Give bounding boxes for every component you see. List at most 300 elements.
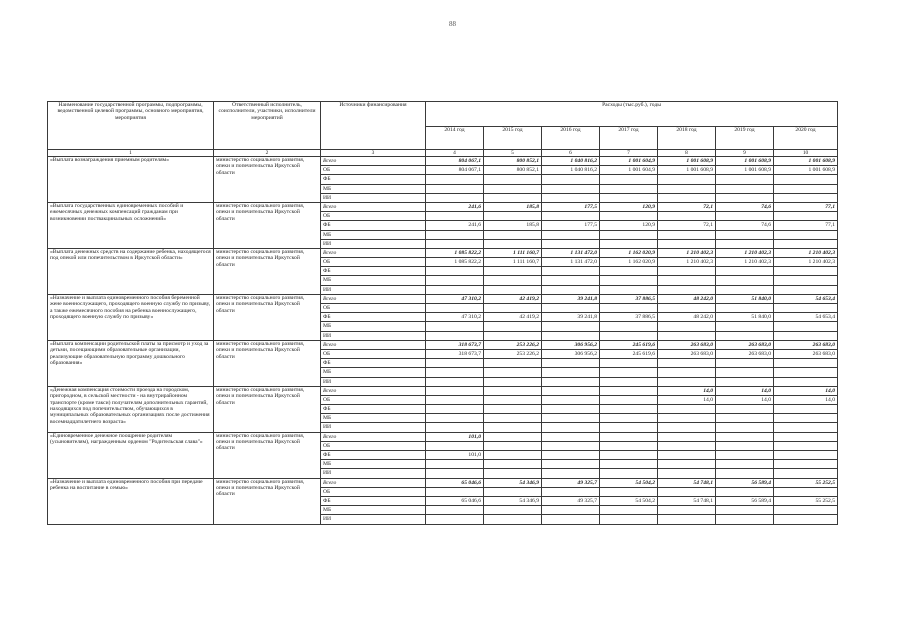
amount-cell <box>716 423 774 432</box>
amount-cell <box>716 460 774 469</box>
amount-cell <box>600 285 658 294</box>
amount-cell <box>600 304 658 313</box>
amount-cell <box>426 276 484 285</box>
amount-cell: 47 310,2 <box>426 313 484 322</box>
amount-cell <box>426 193 484 202</box>
amount-cell: 42 419,2 <box>484 294 542 303</box>
amount-cell: 54 653,4 <box>774 313 838 322</box>
amount-cell: 56 589,4 <box>716 496 774 505</box>
amount-cell: 253 226,2 <box>484 340 542 349</box>
amount-cell <box>658 276 716 285</box>
amount-cell <box>716 276 774 285</box>
amount-cell <box>716 451 774 460</box>
amount-cell <box>484 212 542 221</box>
funding-source-cell: Всего <box>321 294 426 303</box>
amount-cell <box>600 386 658 395</box>
amount-cell <box>600 506 658 515</box>
amount-cell: 1 040 816,2 <box>542 157 600 166</box>
amount-cell: 1 001 608,9 <box>774 166 838 175</box>
amount-cell <box>600 359 658 368</box>
amount-cell <box>600 460 658 469</box>
amount-cell <box>484 414 542 423</box>
measure-name-cell: «Назначение и выплата единовременного пособия беременной жене военнослужащего, проходящего военную службу по призыву, а также ежемесячного пособия на ребенка военнослужащего, проходящего военную службу по призыву» <box>48 294 214 340</box>
header-year: 2014 год <box>426 127 484 150</box>
amount-cell <box>774 212 838 221</box>
amount-cell <box>774 506 838 515</box>
amount-cell: 1 210 402,3 <box>716 248 774 257</box>
funding-source-cell: ИИ <box>321 239 426 248</box>
amount-cell <box>542 405 600 414</box>
amount-cell <box>658 184 716 193</box>
amount-cell <box>716 193 774 202</box>
table-row <box>48 202 838 211</box>
amount-cell <box>542 451 600 460</box>
amount-cell: 55 252,5 <box>774 478 838 487</box>
amount-cell <box>658 239 716 248</box>
amount-cell <box>716 184 774 193</box>
funding-source-cell: ИИ <box>321 285 426 294</box>
measure-name-cell: «Единовременное денежное поощрение родителям (усыновителям), награжденным орденом "Родительская слава"» <box>48 432 214 478</box>
amount-cell <box>658 506 716 515</box>
amount-cell <box>774 239 838 248</box>
amount-cell <box>716 432 774 441</box>
amount-cell <box>600 368 658 377</box>
amount-cell <box>484 386 542 395</box>
amount-cell: 54 504,2 <box>600 478 658 487</box>
amount-cell <box>774 285 838 294</box>
funding-source-cell: ФБ <box>321 313 426 322</box>
header-year: 2015 год <box>484 127 542 150</box>
amount-cell <box>484 469 542 478</box>
amount-cell <box>658 423 716 432</box>
measure-name-cell: «Выплата вознаграждения приемным родителям» <box>48 157 214 203</box>
amount-cell <box>484 423 542 432</box>
column-number: 7 <box>600 150 658 157</box>
amount-cell <box>542 276 600 285</box>
amount-cell: 120,9 <box>600 202 658 211</box>
amount-cell <box>716 441 774 450</box>
amount-cell <box>426 322 484 331</box>
amount-cell: 1 210 402,3 <box>658 258 716 267</box>
amount-cell <box>774 267 838 276</box>
funding-source-cell: ОБ <box>321 304 426 313</box>
amount-cell: 177,5 <box>542 221 600 230</box>
funding-source-cell: Всего <box>321 340 426 349</box>
table-row <box>48 432 838 441</box>
amount-cell <box>774 276 838 285</box>
amount-cell <box>542 175 600 184</box>
amount-cell <box>484 322 542 331</box>
amount-cell <box>774 405 838 414</box>
funding-source-cell: МБ <box>321 322 426 331</box>
executor-cell: министерство социального развития, опеки и попечительства Иркутской области <box>214 386 321 432</box>
amount-cell <box>600 212 658 221</box>
amount-cell: 72,1 <box>658 202 716 211</box>
amount-cell <box>484 405 542 414</box>
amount-cell: 77,1 <box>774 202 838 211</box>
amount-cell <box>426 515 484 524</box>
table-row <box>48 294 838 303</box>
amount-cell <box>658 432 716 441</box>
amount-cell: 74,6 <box>716 202 774 211</box>
amount-cell: 318 673,7 <box>426 340 484 349</box>
amount-cell <box>658 487 716 496</box>
amount-cell <box>774 414 838 423</box>
table-row <box>48 386 838 395</box>
amount-cell <box>426 460 484 469</box>
amount-cell <box>426 212 484 221</box>
amount-cell <box>484 285 542 294</box>
amount-cell: 54 748,1 <box>658 496 716 505</box>
amount-cell <box>542 304 600 313</box>
funding-source-cell: ОБ <box>321 349 426 358</box>
amount-cell <box>774 423 838 432</box>
amount-cell: 245 619,6 <box>600 340 658 349</box>
executor-cell: министерство социального развития, опеки и попечительства Иркутской области <box>214 340 321 386</box>
amount-cell: 51 840,0 <box>716 313 774 322</box>
amount-cell: 72,1 <box>658 221 716 230</box>
amount-cell <box>600 267 658 276</box>
amount-cell <box>426 395 484 404</box>
amount-cell: 306 956,2 <box>542 340 600 349</box>
amount-cell: 39 241,8 <box>542 313 600 322</box>
funding-source-cell: ФБ <box>321 267 426 276</box>
amount-cell <box>484 331 542 340</box>
amount-cell <box>774 460 838 469</box>
amount-cell <box>658 193 716 202</box>
funding-source-cell: МБ <box>321 506 426 515</box>
amount-cell: 1 131 472,0 <box>542 258 600 267</box>
amount-cell: 1 162 020,9 <box>600 258 658 267</box>
amount-cell: 55 252,5 <box>774 496 838 505</box>
amount-cell <box>600 414 658 423</box>
amount-cell <box>600 276 658 285</box>
header-name: Наименование государственной программы, подпрограммы, ведомственной целевой программы, основного мероприятия, мероприятия <box>48 102 214 150</box>
amount-cell <box>658 359 716 368</box>
header-executor: Ответственный исполнитель, соисполнители, участники, исполнители мероприятий <box>214 102 321 150</box>
amount-cell <box>716 212 774 221</box>
amount-cell: 245 619,6 <box>600 349 658 358</box>
funding-source-cell: ИИ <box>321 193 426 202</box>
column-number: 4 <box>426 150 484 157</box>
header-expenses: Расходы (тыс.руб.), годы <box>426 102 838 127</box>
amount-cell <box>774 368 838 377</box>
amount-cell <box>426 285 484 294</box>
funding-source-cell: Всего <box>321 202 426 211</box>
amount-cell <box>542 331 600 340</box>
amount-cell: 48 242,0 <box>658 294 716 303</box>
amount-cell: 74,6 <box>716 221 774 230</box>
amount-cell <box>600 487 658 496</box>
amount-cell: 185,8 <box>484 221 542 230</box>
amount-cell: 263 683,0 <box>658 340 716 349</box>
amount-cell: 1 001 608,9 <box>716 157 774 166</box>
amount-cell <box>542 386 600 395</box>
amount-cell: 1 131 472,0 <box>542 248 600 257</box>
measure-name-cell: «Выплата государственных единовременных пособий и ежемесячных денежных компенсаций гражданам при возникновении поствакцинальных осложнений» <box>48 202 214 248</box>
amount-cell <box>600 515 658 524</box>
amount-cell: 54 346,9 <box>484 496 542 505</box>
amount-cell <box>716 515 774 524</box>
amount-cell: 1 210 402,3 <box>716 258 774 267</box>
amount-cell <box>716 414 774 423</box>
amount-cell <box>542 239 600 248</box>
funding-source-cell: МБ <box>321 230 426 239</box>
amount-cell <box>716 469 774 478</box>
amount-cell <box>774 304 838 313</box>
funding-source-cell: ФБ <box>321 405 426 414</box>
amount-cell <box>600 331 658 340</box>
amount-cell <box>484 193 542 202</box>
amount-cell <box>600 175 658 184</box>
amount-cell <box>774 175 838 184</box>
amount-cell: 318 673,7 <box>426 349 484 358</box>
amount-cell <box>716 322 774 331</box>
amount-cell: 49 325,7 <box>542 478 600 487</box>
table-body <box>48 157 838 525</box>
amount-cell: 37 886,5 <box>600 294 658 303</box>
executor-cell: министерство социального развития, опеки и попечительства Иркутской области <box>214 248 321 294</box>
amount-cell <box>542 515 600 524</box>
amount-cell <box>484 267 542 276</box>
amount-cell: 1 085 822,2 <box>426 258 484 267</box>
measure-name-cell: «Выплата денежных средств на содержание ребенка, находящегося под опекой или попечительством в Иркутской области» <box>48 248 214 294</box>
amount-cell <box>484 506 542 515</box>
amount-cell <box>542 377 600 386</box>
amount-cell <box>542 487 600 496</box>
amount-cell: 241,6 <box>426 202 484 211</box>
funding-source-cell: ОБ <box>321 212 426 221</box>
funding-source-cell: ИИ <box>321 515 426 524</box>
amount-cell: 56 589,4 <box>716 478 774 487</box>
funding-source-cell: ФБ <box>321 221 426 230</box>
amount-cell <box>542 441 600 450</box>
amount-cell <box>658 230 716 239</box>
amount-cell <box>658 414 716 423</box>
amount-cell <box>600 395 658 404</box>
amount-cell <box>484 432 542 441</box>
amount-cell: 48 242,0 <box>658 313 716 322</box>
amount-cell <box>542 212 600 221</box>
funding-source-cell: ОБ <box>321 441 426 450</box>
amount-cell: 65 046,6 <box>426 496 484 505</box>
amount-cell <box>716 359 774 368</box>
amount-cell: 42 419,2 <box>484 313 542 322</box>
amount-cell <box>426 377 484 386</box>
column-number: 1 <box>48 150 214 157</box>
amount-cell <box>426 359 484 368</box>
amount-cell: 14,0 <box>774 386 838 395</box>
amount-cell <box>658 267 716 276</box>
amount-cell: 263 683,0 <box>716 340 774 349</box>
table-row <box>48 248 838 257</box>
funding-source-cell: МБ <box>321 460 426 469</box>
header-source: Источники финансирования <box>321 102 426 150</box>
amount-cell <box>484 368 542 377</box>
funding-source-cell: Всего <box>321 248 426 257</box>
amount-cell <box>542 267 600 276</box>
amount-cell <box>542 395 600 404</box>
amount-cell: 65 046,6 <box>426 478 484 487</box>
amount-cell: 51 840,0 <box>716 294 774 303</box>
amount-cell <box>542 368 600 377</box>
executor-cell: министерство социального развития, опеки и попечительства Иркутской области <box>214 202 321 248</box>
amount-cell: 804 067,1 <box>426 166 484 175</box>
amount-cell <box>542 359 600 368</box>
amount-cell <box>542 414 600 423</box>
header-year: 2019 год <box>716 127 774 150</box>
amount-cell <box>484 441 542 450</box>
column-number: 9 <box>716 150 774 157</box>
amount-cell <box>658 175 716 184</box>
amount-cell <box>716 304 774 313</box>
amount-cell: 14,0 <box>716 395 774 404</box>
funding-source-cell: МБ <box>321 276 426 285</box>
amount-cell <box>658 405 716 414</box>
amount-cell <box>600 193 658 202</box>
amount-cell <box>716 405 774 414</box>
amount-cell: 120,9 <box>600 221 658 230</box>
amount-cell <box>542 285 600 294</box>
amount-cell: 47 310,2 <box>426 294 484 303</box>
amount-cell <box>716 377 774 386</box>
amount-cell <box>600 322 658 331</box>
amount-cell <box>716 239 774 248</box>
amount-cell <box>426 487 484 496</box>
amount-cell <box>542 423 600 432</box>
executor-cell: министерство социального развития, опеки и попечительства Иркутской области <box>214 432 321 478</box>
amount-cell: 1 162 020,9 <box>600 248 658 257</box>
amount-cell: 101,0 <box>426 451 484 460</box>
amount-cell <box>774 377 838 386</box>
amount-cell <box>542 432 600 441</box>
measure-name-cell: «Выплата компенсации родительской платы за присмотр и уход за детьми, посещающими образовательные организации, реализующие образовательную программу дошкольного образования» <box>48 340 214 386</box>
amount-cell: 54 653,4 <box>774 294 838 303</box>
column-number: 8 <box>658 150 716 157</box>
funding-source-cell: ФБ <box>321 359 426 368</box>
amount-cell <box>716 506 774 515</box>
measure-name-cell: «Денежная компенсация стоимости проезда на городском, пригородном, в сельской местности - на внутрирайонном транспорте (кроме такси) получателям дополнительных гарантий, находящихся под попечительством, обучающихся в муниципальных образовательных организациях после достижения восемнадцатилетнего возраста» <box>48 386 214 432</box>
amount-cell <box>484 460 542 469</box>
amount-cell: 1 111 160,7 <box>484 258 542 267</box>
amount-cell: 306 956,2 <box>542 349 600 358</box>
amount-cell <box>774 451 838 460</box>
amount-cell <box>484 359 542 368</box>
funding-source-cell: МБ <box>321 414 426 423</box>
amount-cell: 1 001 604,9 <box>600 157 658 166</box>
amount-cell <box>484 230 542 239</box>
amount-cell <box>426 506 484 515</box>
table-row <box>48 340 838 349</box>
amount-cell: 1 210 402,3 <box>774 248 838 257</box>
funding-source-cell: ФБ <box>321 175 426 184</box>
column-number: 3 <box>321 150 426 157</box>
amount-cell <box>600 377 658 386</box>
amount-cell <box>484 184 542 193</box>
funding-source-cell: Всего <box>321 432 426 441</box>
amount-cell <box>542 506 600 515</box>
amount-cell <box>658 212 716 221</box>
amount-cell <box>426 469 484 478</box>
amount-cell <box>484 304 542 313</box>
amount-cell <box>716 285 774 294</box>
amount-cell <box>716 487 774 496</box>
amount-cell <box>542 460 600 469</box>
amount-cell <box>426 304 484 313</box>
amount-cell <box>484 451 542 460</box>
amount-cell <box>484 395 542 404</box>
funding-source-cell: ОБ <box>321 166 426 175</box>
amount-cell <box>658 331 716 340</box>
amount-cell: 37 886,5 <box>600 313 658 322</box>
amount-cell <box>426 331 484 340</box>
amount-cell <box>658 515 716 524</box>
funding-source-cell: МБ <box>321 368 426 377</box>
executor-cell: министерство социального развития, опеки и попечительства Иркутской области <box>214 157 321 203</box>
funding-source-cell: ФБ <box>321 451 426 460</box>
page-number: 88 <box>449 20 456 28</box>
table-row <box>48 478 838 487</box>
amount-cell <box>600 441 658 450</box>
amount-cell: 1 001 608,9 <box>774 157 838 166</box>
measure-name-cell: «Назначение и выплата единовременного пособия при передаче ребенка на воспитание в семью» <box>48 478 214 524</box>
amount-cell <box>774 359 838 368</box>
amount-cell <box>426 405 484 414</box>
amount-cell <box>774 331 838 340</box>
funding-source-cell: ИИ <box>321 377 426 386</box>
amount-cell <box>426 239 484 248</box>
amount-cell <box>542 469 600 478</box>
amount-cell <box>484 175 542 184</box>
amount-cell <box>600 230 658 239</box>
amount-cell: 185,8 <box>484 202 542 211</box>
amount-cell: 77,1 <box>774 221 838 230</box>
amount-cell: 14,0 <box>774 395 838 404</box>
header-year: 2020 год <box>774 127 838 150</box>
amount-cell: 177,5 <box>542 202 600 211</box>
column-number: 2 <box>214 150 321 157</box>
amount-cell <box>600 432 658 441</box>
column-number: 6 <box>542 150 600 157</box>
amount-cell <box>600 423 658 432</box>
amount-cell: 1 210 402,3 <box>774 258 838 267</box>
amount-cell: 1 111 160,7 <box>484 248 542 257</box>
header-year: 2016 год <box>542 127 600 150</box>
amount-cell <box>774 184 838 193</box>
amount-cell <box>658 304 716 313</box>
amount-cell <box>774 487 838 496</box>
amount-cell: 14,0 <box>658 386 716 395</box>
amount-cell <box>658 441 716 450</box>
amount-cell <box>426 441 484 450</box>
funding-source-cell: Всего <box>321 478 426 487</box>
amount-cell <box>716 175 774 184</box>
amount-cell: 1 001 608,9 <box>658 157 716 166</box>
amount-cell: 263 683,0 <box>774 349 838 358</box>
amount-cell <box>484 377 542 386</box>
amount-cell <box>426 386 484 395</box>
budget-table <box>47 101 838 525</box>
amount-cell <box>774 441 838 450</box>
amount-cell <box>716 267 774 276</box>
amount-cell <box>774 322 838 331</box>
amount-cell <box>774 515 838 524</box>
amount-cell <box>542 322 600 331</box>
amount-cell: 800 852,1 <box>484 166 542 175</box>
executor-cell: министерство социального развития, опеки и попечительства Иркутской области <box>214 478 321 524</box>
amount-cell <box>716 331 774 340</box>
funding-source-cell: ФБ <box>321 496 426 505</box>
